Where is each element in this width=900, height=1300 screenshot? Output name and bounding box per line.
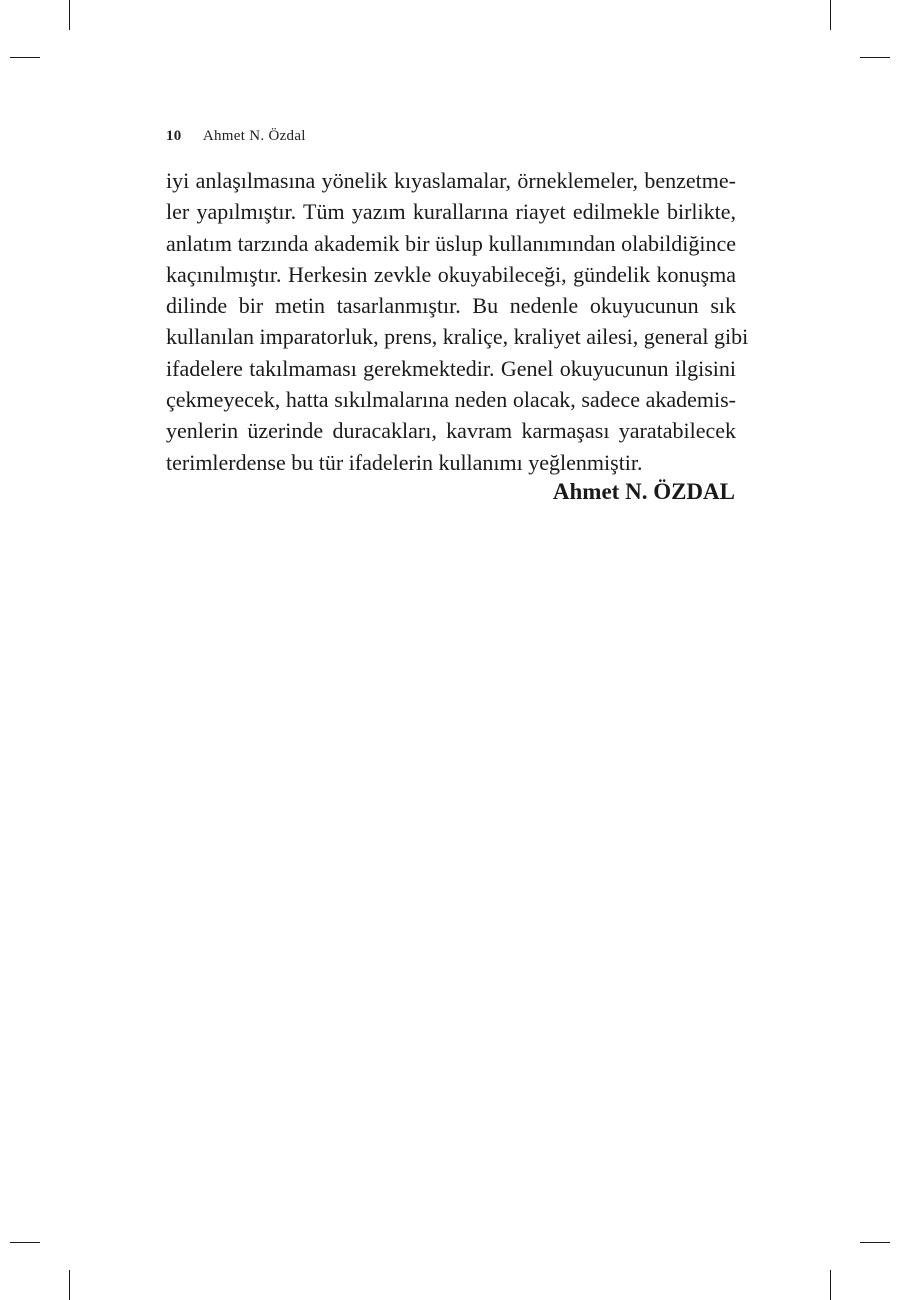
text-line: anlatım tarzında akademik bir üslup kullanımından olabildiğince (166, 230, 736, 256)
text-line: ler yapılmıştır. Tüm yazım kurallarına riayet edilmekle birlikte, (166, 199, 736, 225)
text-line: dilinde bir metin tasarlanmıştır. Bu nedenle okuyucunun sık (166, 293, 736, 319)
text-line: terimlerdense bu tür ifadelerin kullanımı yeğlenmiştir. (166, 449, 643, 475)
crop-mark-bottom-right (830, 1270, 831, 1300)
crop-mark-top-left-h (10, 57, 40, 58)
crop-mark-top-right-h (860, 57, 890, 58)
crop-mark-top-left (69, 0, 70, 30)
running-header (166, 128, 306, 145)
text-line: çekmeyecek, hatta sıkılmalarına neden olacak, sadece akademis- (166, 387, 736, 413)
text-line: kaçınılmıştır. Herkesin zevkle okuyabileceği, gündelik konuşma (166, 261, 736, 287)
body-paragraph (166, 165, 749, 478)
text-line: ifadelere takılmaması gerekmektedir. Genel okuyucunun ilgisini (166, 355, 736, 381)
text-line: yenlerin üzerinde duracakları, kavram karmaşası yaratabilecek (166, 418, 736, 444)
crop-mark-top-right (830, 0, 831, 30)
crop-mark-bottom-right-h (860, 1242, 890, 1243)
crop-mark-bottom-left-h (10, 1242, 40, 1243)
crop-mark-bottom-left (69, 1270, 70, 1300)
text-line: iyi anlaşılmasına yönelik kıyaslamalar, örneklemeler, benzetme- (166, 168, 736, 193)
running-title: Ahmet N. Özdal (202, 128, 306, 144)
author-signature: Ahmet N. ÖZDAL (552, 479, 735, 504)
text-line: kullanılan imparatorluk, prens, kraliçe, kraliyet ailesi, general gibi (166, 324, 749, 350)
page-number: 10 (166, 128, 182, 144)
